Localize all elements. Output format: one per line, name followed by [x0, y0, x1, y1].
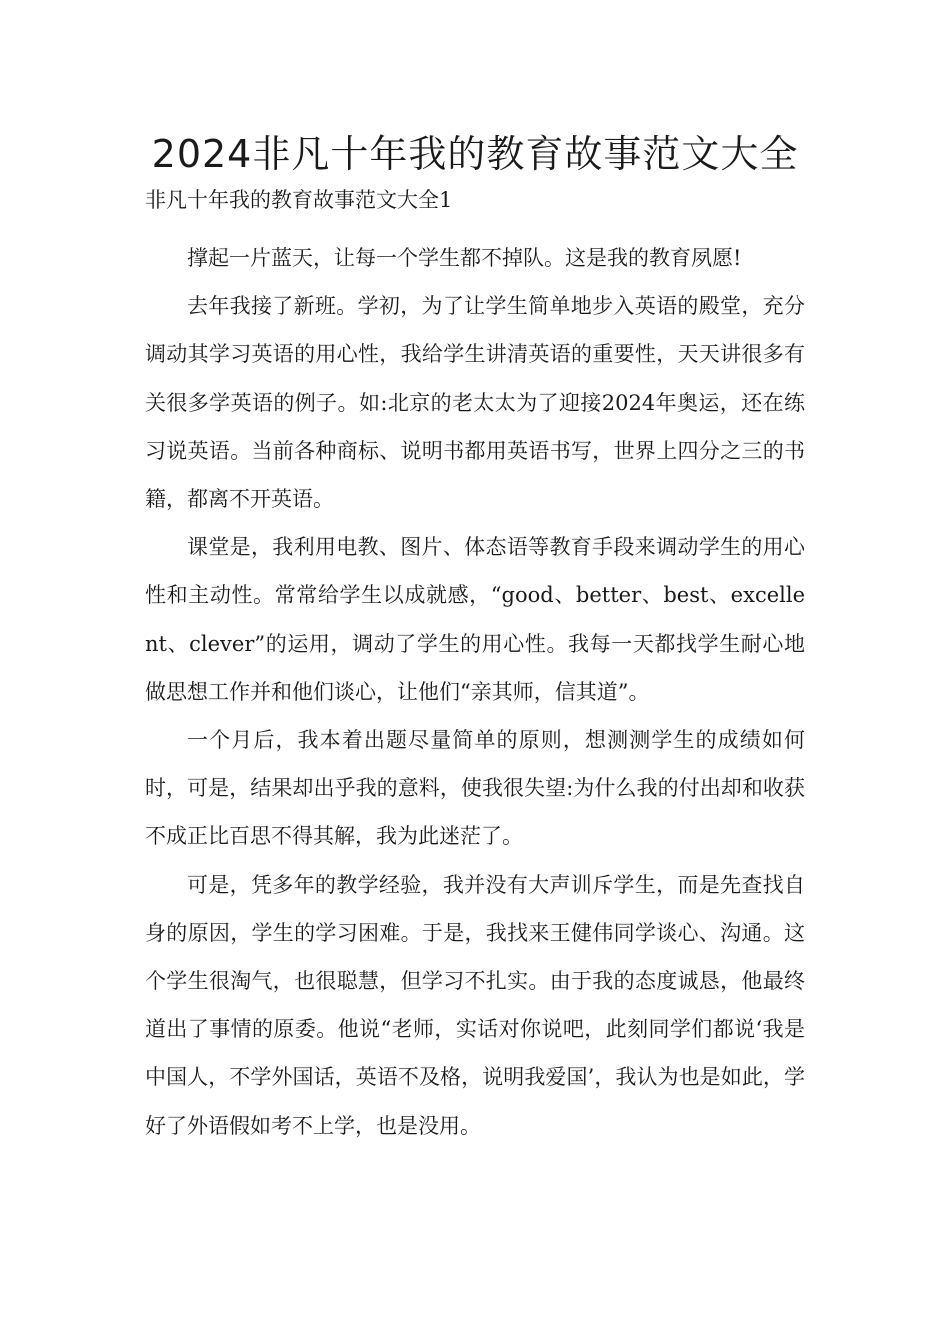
paragraph: 可是，凭多年的教学经验，我并没有大声训斥学生，而是先查找自身的原因，学生的学习困难。于是，我找来王健伟同学谈心、沟通。这个学生很淘气，也很聪慧，但学习不扎实。由于我的态度诚恳，他最终道出了事情的原委。他说“老师，实话对你说吧，此刻同学们都说‘我是中国人，不学外国话，英语不及格，说明我爱国’，我认为也是如此，学好了外语假如考不上学，也是没用。 — [145, 872, 805, 1138]
section-heading: 非凡十年我的教育故事范文大全1 — [145, 188, 453, 212]
paragraph: 撑起一片蓝天，让每一个学生都不掉队。这是我的教育夙愿! — [187, 246, 742, 270]
document-body — [145, 234, 805, 1150]
paragraph: 课堂是，我利用电教、图片、体态语等教育手段来调动学生的用心性和主动性。常常给学生以成就感，“good、better、best、excellent、clever”的运用，调动了学生的用心性。我每一天都找学生耐心地做思想工作并和他们谈心，让他们“亲其师，信其道”。 — [145, 535, 805, 704]
document-title: 2024非凡十年我的教育故事范文大全 — [151, 132, 799, 176]
paragraph: 一个月后，我本着出题尽量简单的原则，想测测学生的成绩如何时，可是，结果却出乎我的意料，使我很失望:为什么我的付出却和收获不成正比百思不得其解，我为此迷茫了。 — [145, 728, 805, 849]
paragraph: 去年我接了新班。学初，为了让学生简单地步入英语的殿堂，充分调动其学习英语的用心性，我给学生讲清英语的重要性，天天讲很多有关很多学英语的例子。如:北京的老太太为了迎接2024年奥运，还在练习说英语。当前各种商标、说明书都用英语书写，世界上四分之三的书籍，都离不开英语。 — [145, 294, 805, 512]
